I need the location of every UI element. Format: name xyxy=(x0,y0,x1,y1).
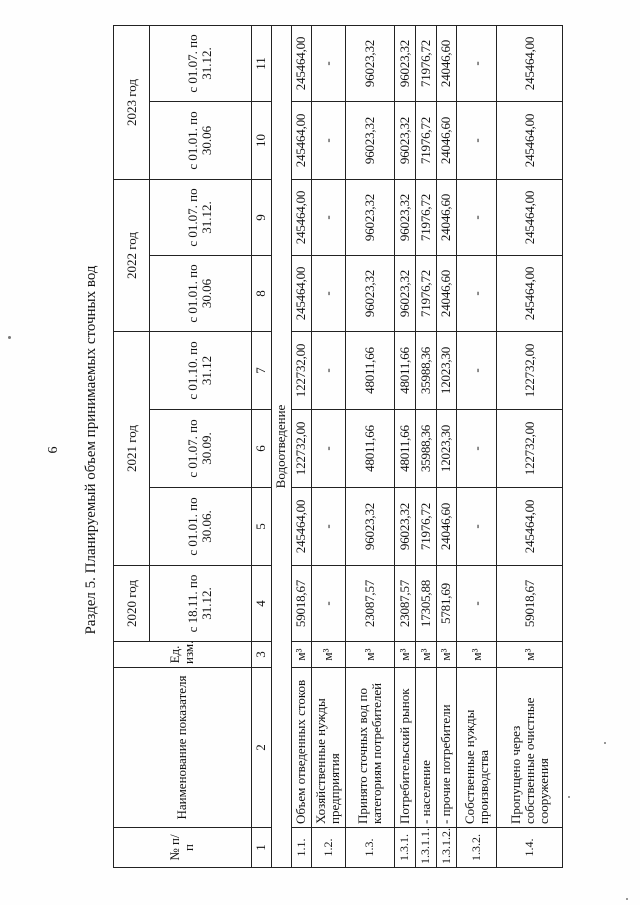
row-unit: м³ xyxy=(497,642,563,668)
row-value: - xyxy=(457,332,497,410)
row-value: 96023,32 xyxy=(394,488,415,566)
row-value: 96023,32 xyxy=(394,102,415,180)
row-num: 1.3. xyxy=(345,828,394,868)
row-value: 59018,67 xyxy=(497,566,563,642)
row-value: - xyxy=(312,26,346,102)
row-num: 1.4. xyxy=(497,828,563,868)
row-value: 5781,69 xyxy=(436,566,456,642)
row-value: 96023,32 xyxy=(394,180,415,256)
row-value: - xyxy=(457,566,497,642)
header-period: с 01.07. по 30.09. xyxy=(150,410,252,488)
row-value: 245464,00 xyxy=(291,488,311,566)
row-name: Потребительский рынок xyxy=(394,668,415,828)
col-number: 4 xyxy=(251,566,271,642)
header-num: № п/п xyxy=(114,828,252,868)
row-value: 245464,00 xyxy=(497,180,563,256)
row-value: 48011,66 xyxy=(394,332,415,410)
table-row xyxy=(457,26,497,868)
table-row xyxy=(291,26,311,868)
row-num: 1.3.1.2. xyxy=(436,828,456,868)
col-number: 3 xyxy=(251,642,271,668)
col-number: 5 xyxy=(251,488,271,566)
row-name: Принято сточных вод по категориям потребителей xyxy=(345,668,394,828)
col-number: 8 xyxy=(251,256,271,332)
scan-speck xyxy=(626,898,628,900)
header-year-2023: 2023 год xyxy=(114,26,150,180)
row-value: 96023,32 xyxy=(394,256,415,332)
row-value: 245464,00 xyxy=(291,26,311,102)
row-num: 1.3.2. xyxy=(457,828,497,868)
row-value: - xyxy=(457,256,497,332)
row-unit: м³ xyxy=(394,642,415,668)
row-value: 245464,00 xyxy=(497,256,563,332)
row-value: 23087,57 xyxy=(394,566,415,642)
row-value: 96023,32 xyxy=(345,26,394,102)
row-value: - xyxy=(312,488,346,566)
row-value: - xyxy=(457,180,497,256)
col-number: 10 xyxy=(251,102,271,180)
row-name: Собственные нужды производства xyxy=(457,668,497,828)
row-value: 48011,66 xyxy=(394,410,415,488)
row-num: 1.1. xyxy=(291,828,311,868)
row-value: - xyxy=(312,332,346,410)
row-value: 122732,00 xyxy=(497,410,563,488)
row-unit: м³ xyxy=(415,642,436,668)
row-value: - xyxy=(312,566,346,642)
row-value: - xyxy=(457,410,497,488)
row-value: 96023,32 xyxy=(345,488,394,566)
scan-speck xyxy=(8,336,11,339)
row-value: 12023,30 xyxy=(436,332,456,410)
header-period: с 01.10. по 31.12 xyxy=(150,332,252,410)
header-year-2022: 2022 год xyxy=(114,180,150,332)
row-value: 24046,60 xyxy=(436,180,456,256)
row-value: 48011,66 xyxy=(345,332,394,410)
row-value: 59018,67 xyxy=(291,566,311,642)
row-name: Хозяйственные нужды предприятия xyxy=(312,668,346,828)
col-number: 1 xyxy=(251,828,271,868)
row-name: - прочие потребители xyxy=(436,668,456,828)
col-number: 6 xyxy=(251,410,271,488)
scan-speck xyxy=(568,796,570,798)
row-value: - xyxy=(457,102,497,180)
row-name: - население xyxy=(415,668,436,828)
table-row xyxy=(497,26,563,868)
row-name: Объем отведенных стоков xyxy=(291,668,311,828)
row-value: 71976,72 xyxy=(415,180,436,256)
row-value: - xyxy=(312,102,346,180)
header-period: с 18.11. по 31.12. xyxy=(150,566,252,642)
header-period: с 01.01. по 30.06 xyxy=(150,256,252,332)
row-value: 17305,88 xyxy=(415,566,436,642)
row-value: 24046,60 xyxy=(436,256,456,332)
col-number: 11 xyxy=(251,26,271,102)
row-value: 245464,00 xyxy=(291,256,311,332)
header-name: Наименование показателя xyxy=(114,668,252,828)
header-years-row xyxy=(114,26,150,868)
section-row xyxy=(271,26,291,868)
col-number: 2 xyxy=(251,668,271,828)
row-value: 96023,32 xyxy=(345,102,394,180)
header-period: с 01.07. по 31.12. xyxy=(150,180,252,256)
page-number: 6 xyxy=(46,446,61,454)
row-value: 122732,00 xyxy=(291,410,311,488)
row-value: 71976,72 xyxy=(415,488,436,566)
row-unit: м³ xyxy=(312,642,346,668)
row-value: 71976,72 xyxy=(415,256,436,332)
row-value: 245464,00 xyxy=(497,26,563,102)
row-value: 24046,60 xyxy=(436,26,456,102)
data-table-container xyxy=(113,26,563,868)
row-unit: м³ xyxy=(436,642,456,668)
row-name: Пропущено через собственные очистные сооружения xyxy=(497,668,563,828)
table-row xyxy=(436,26,456,868)
section-label: Водоотведение xyxy=(271,26,291,868)
table-row xyxy=(345,26,394,868)
row-value: 122732,00 xyxy=(291,332,311,410)
row-unit: м³ xyxy=(291,642,311,668)
header-unit: Ед. изм. xyxy=(114,642,252,668)
table-row xyxy=(394,26,415,868)
row-value: 245464,00 xyxy=(291,102,311,180)
row-value: 24046,60 xyxy=(436,102,456,180)
row-value: 71976,72 xyxy=(415,26,436,102)
row-num: 1.3.1. xyxy=(394,828,415,868)
wastewater-table xyxy=(113,25,563,868)
row-value: - xyxy=(457,26,497,102)
row-value: 35988,36 xyxy=(415,332,436,410)
row-value: 71976,72 xyxy=(415,102,436,180)
row-value: - xyxy=(312,256,346,332)
table-row xyxy=(415,26,436,868)
table-row xyxy=(312,26,346,868)
header-year-2021: 2021 год xyxy=(114,332,150,566)
row-value: - xyxy=(457,488,497,566)
row-value: 96023,32 xyxy=(345,180,394,256)
row-value: 48011,66 xyxy=(345,410,394,488)
row-value: 245464,00 xyxy=(497,102,563,180)
row-value: 122732,00 xyxy=(497,332,563,410)
header-period: с 01.07. по 31.12. xyxy=(150,26,252,102)
row-value: 245464,00 xyxy=(497,488,563,566)
row-value: 96023,32 xyxy=(394,26,415,102)
row-num: 1.3.1.1. xyxy=(415,828,436,868)
col-number: 9 xyxy=(251,180,271,256)
row-unit: м³ xyxy=(345,642,394,668)
row-value: 245464,00 xyxy=(291,180,311,256)
col-number: 7 xyxy=(251,332,271,410)
row-value: 96023,32 xyxy=(345,256,394,332)
section-title: Раздел 5. Планируемый объем принимаемых сточных вод xyxy=(83,265,99,635)
row-value: - xyxy=(312,180,346,256)
header-period: с 01.01. по 30.06. xyxy=(150,488,252,566)
row-value: 35988,36 xyxy=(415,410,436,488)
row-value: 23087,57 xyxy=(345,566,394,642)
header-year-2020: 2020 год xyxy=(114,566,150,642)
row-value: 12023,30 xyxy=(436,410,456,488)
header-period: с 01.01. по 30.06 xyxy=(150,102,252,180)
scan-speck xyxy=(604,742,606,744)
row-value: - xyxy=(312,410,346,488)
column-numbers-row xyxy=(251,26,271,868)
row-num: 1.2. xyxy=(312,828,346,868)
row-unit: м³ xyxy=(457,642,497,668)
row-value: 24046,60 xyxy=(436,488,456,566)
